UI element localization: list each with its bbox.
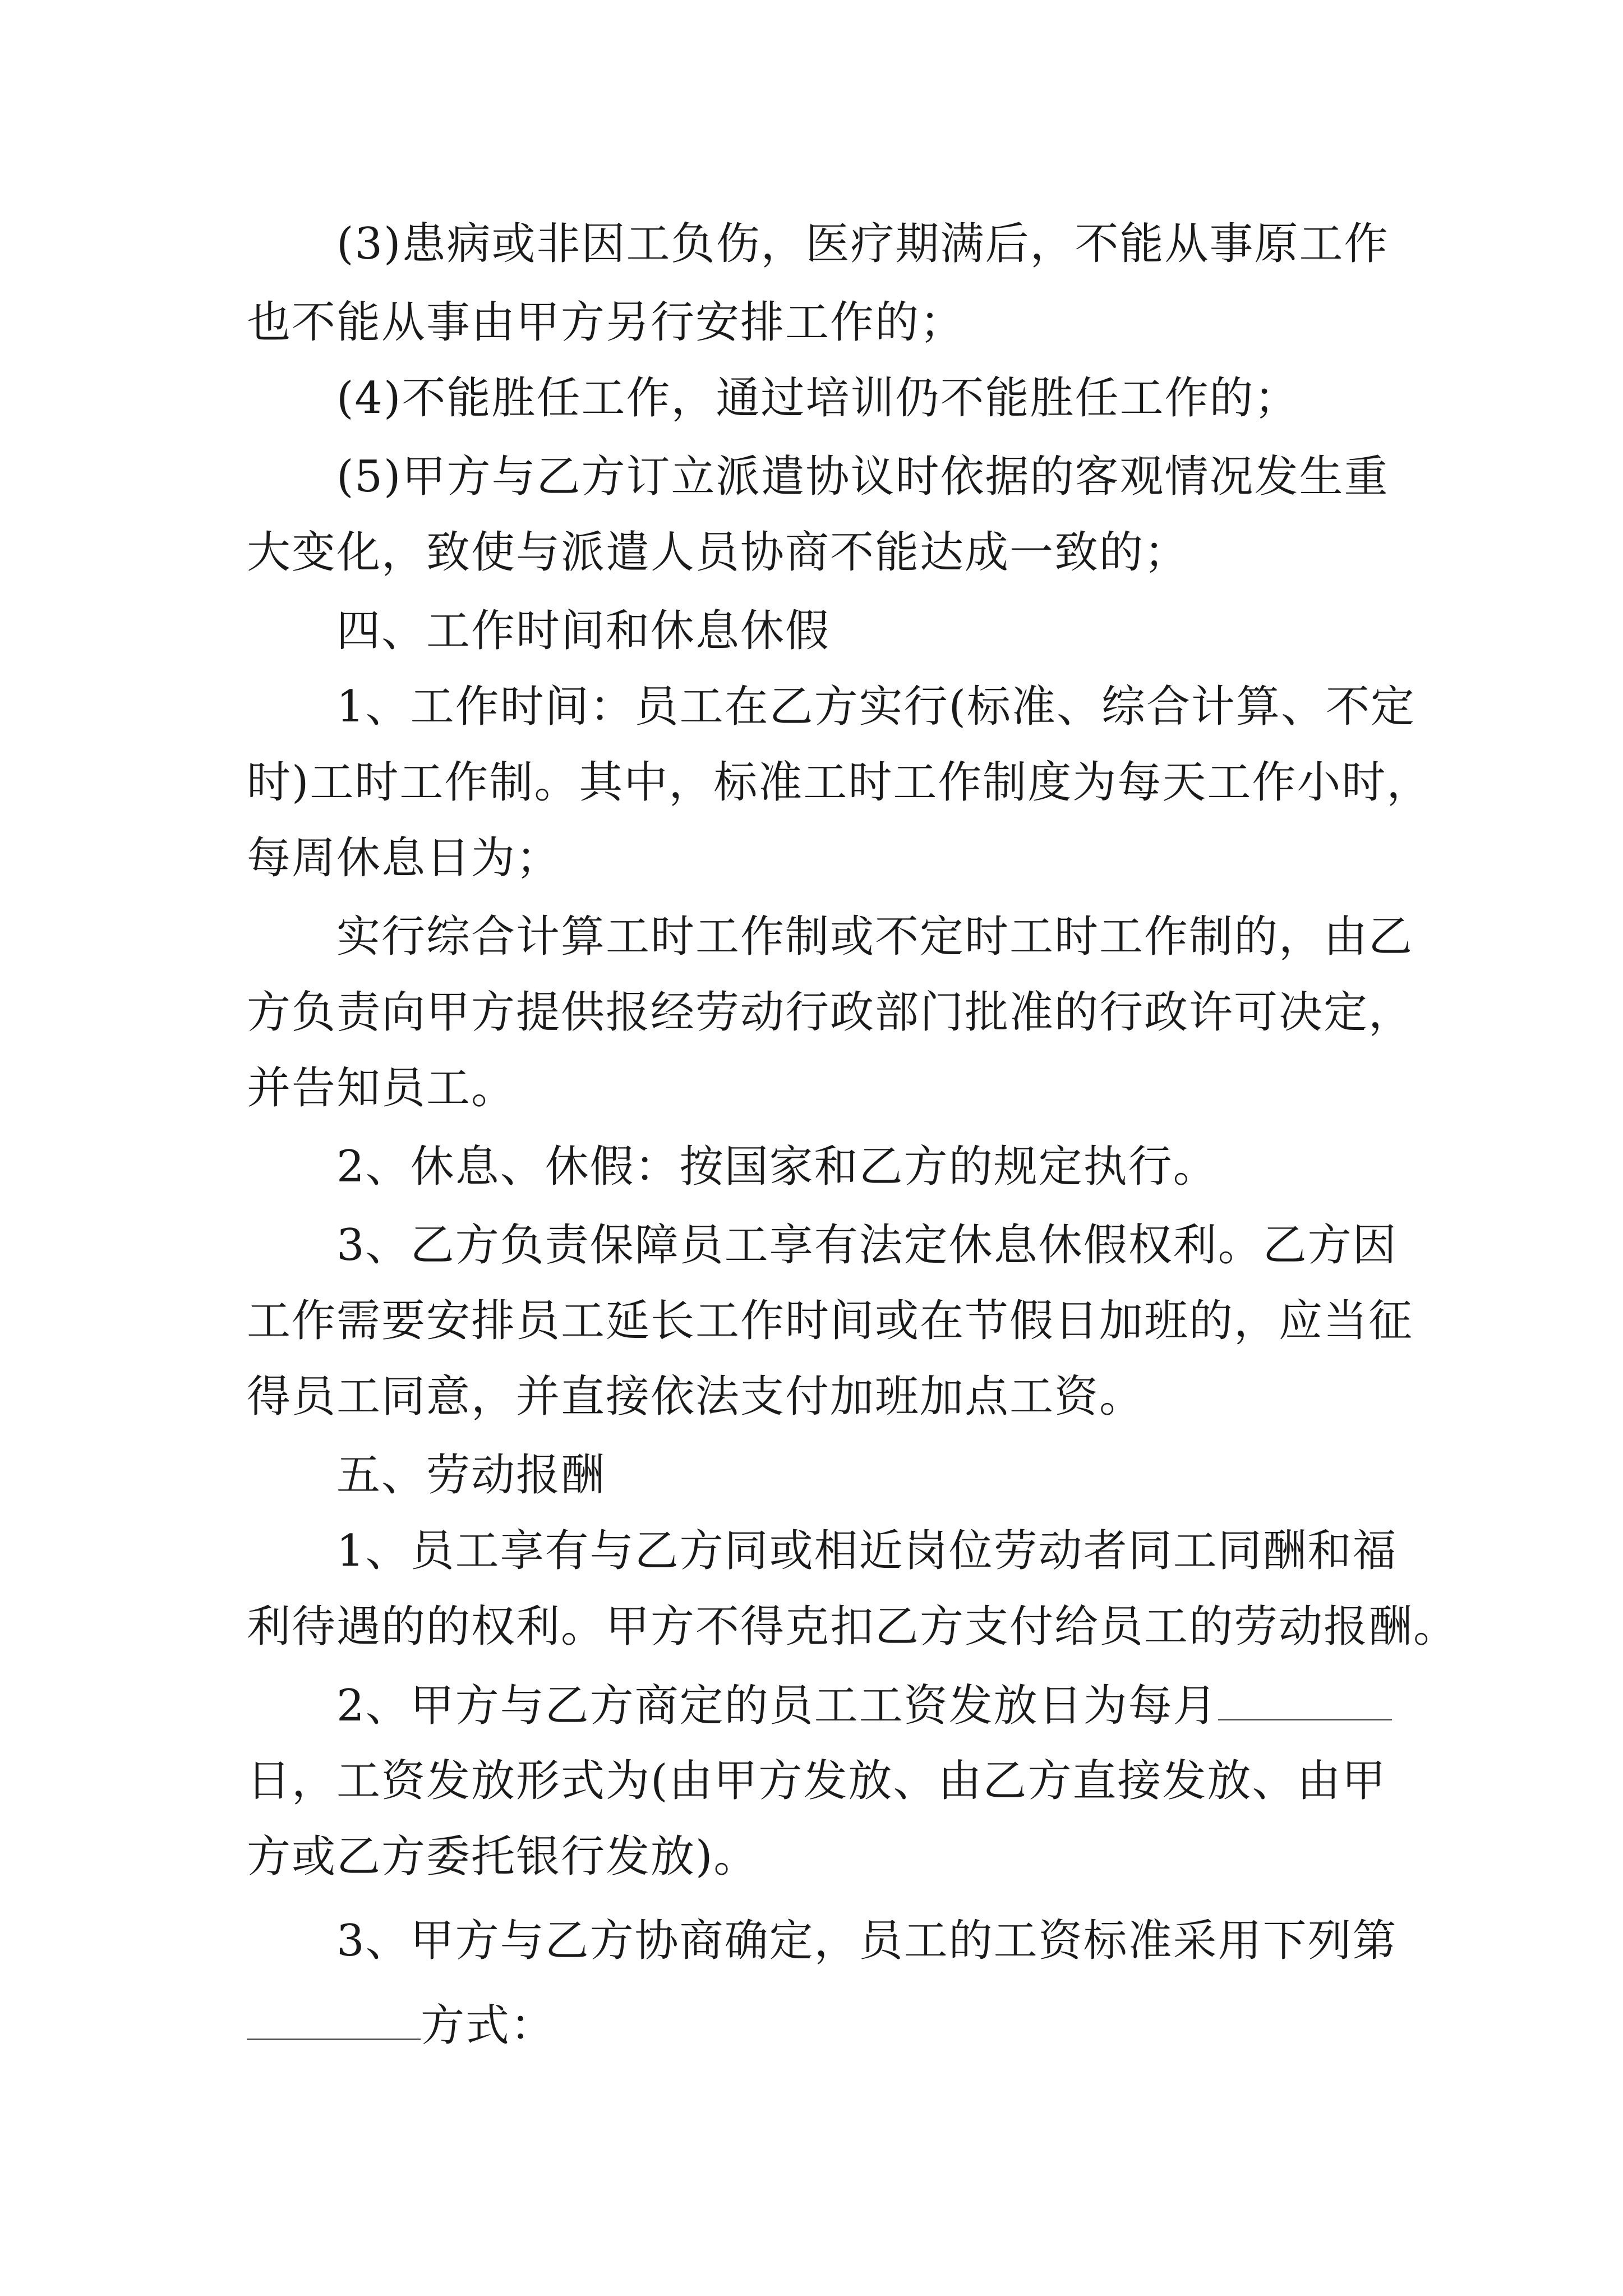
text-line: 大变化，致使与派遣人员协商不能达成一致的； [247, 527, 1189, 578]
text-line: 工作需要安排员工延长工作时间或在节假日加班的，应当征 [247, 1296, 1414, 1346]
section-heading: 四、工作时间和休息休假 [336, 606, 831, 656]
fill-in-blank[interactable] [1218, 1677, 1392, 1720]
text-line: 1、员工享有与乙方同或相近岗位劳动者同工同酬和福 [336, 1526, 1398, 1576]
text-line: 3、甲方与乙方协商确定，员工的工资标准采用下列第 [336, 1916, 1398, 1966]
text-line-with-blank [336, 1677, 1392, 1734]
text-segment: 方式： [421, 2000, 556, 2051]
text-line: 2、休息、休假：按国家和乙方的规定执行。 [336, 1142, 1218, 1192]
text-line: 利待遇的的权利。甲方不得克扣乙方支付给员工的劳动报酬。 [247, 1602, 1459, 1652]
text-line-with-blank [247, 1997, 555, 2054]
text-line: 时)工时工作制。其中，标准工时工作制度为每天工作小时， [247, 757, 1432, 808]
text-line: (3)患病或非因工负伤，医疗期满后，不能从事原工作 [336, 219, 1389, 269]
text-line: 日，工资发放形式为(由甲方发放、由乙方直接发放、由甲 [247, 1756, 1387, 1806]
text-line: 得员工同意，并直接依法支付加班加点工资。 [247, 1372, 1145, 1422]
text-line: 3、乙方负责保障员工享有法定休息休假权利。乙方因 [336, 1220, 1398, 1271]
text-line: 实行综合计算工时工作制或不定时工时工作制的，由乙 [336, 912, 1414, 962]
text-line: 每周休息日为； [247, 833, 561, 884]
text-line: 也不能从事由甲方另行安排工作的； [247, 297, 965, 348]
text-line: 方负责向甲方提供报经劳动行政部门批准的行政许可决定， [247, 987, 1414, 1038]
fill-in-blank[interactable] [247, 1997, 421, 2040]
section-heading: 五、劳动报酬 [336, 1450, 606, 1501]
text-line: 方或乙方委托银行发放)。 [247, 1832, 759, 1882]
text-segment: 2、甲方与乙方商定的员工工资发放日为每月 [336, 1681, 1218, 1731]
text-line: (5)甲方与乙方订立派遣协议时依据的客观情况发生重 [336, 452, 1389, 502]
text-line: 并告知员工。 [247, 1063, 517, 1114]
text-line: (4)不能胜任工作，通过培训仍不能胜任工作的； [336, 373, 1299, 424]
text-line: 1、工作时间：员工在乙方实行(标准、综合计算、不定 [336, 682, 1416, 732]
